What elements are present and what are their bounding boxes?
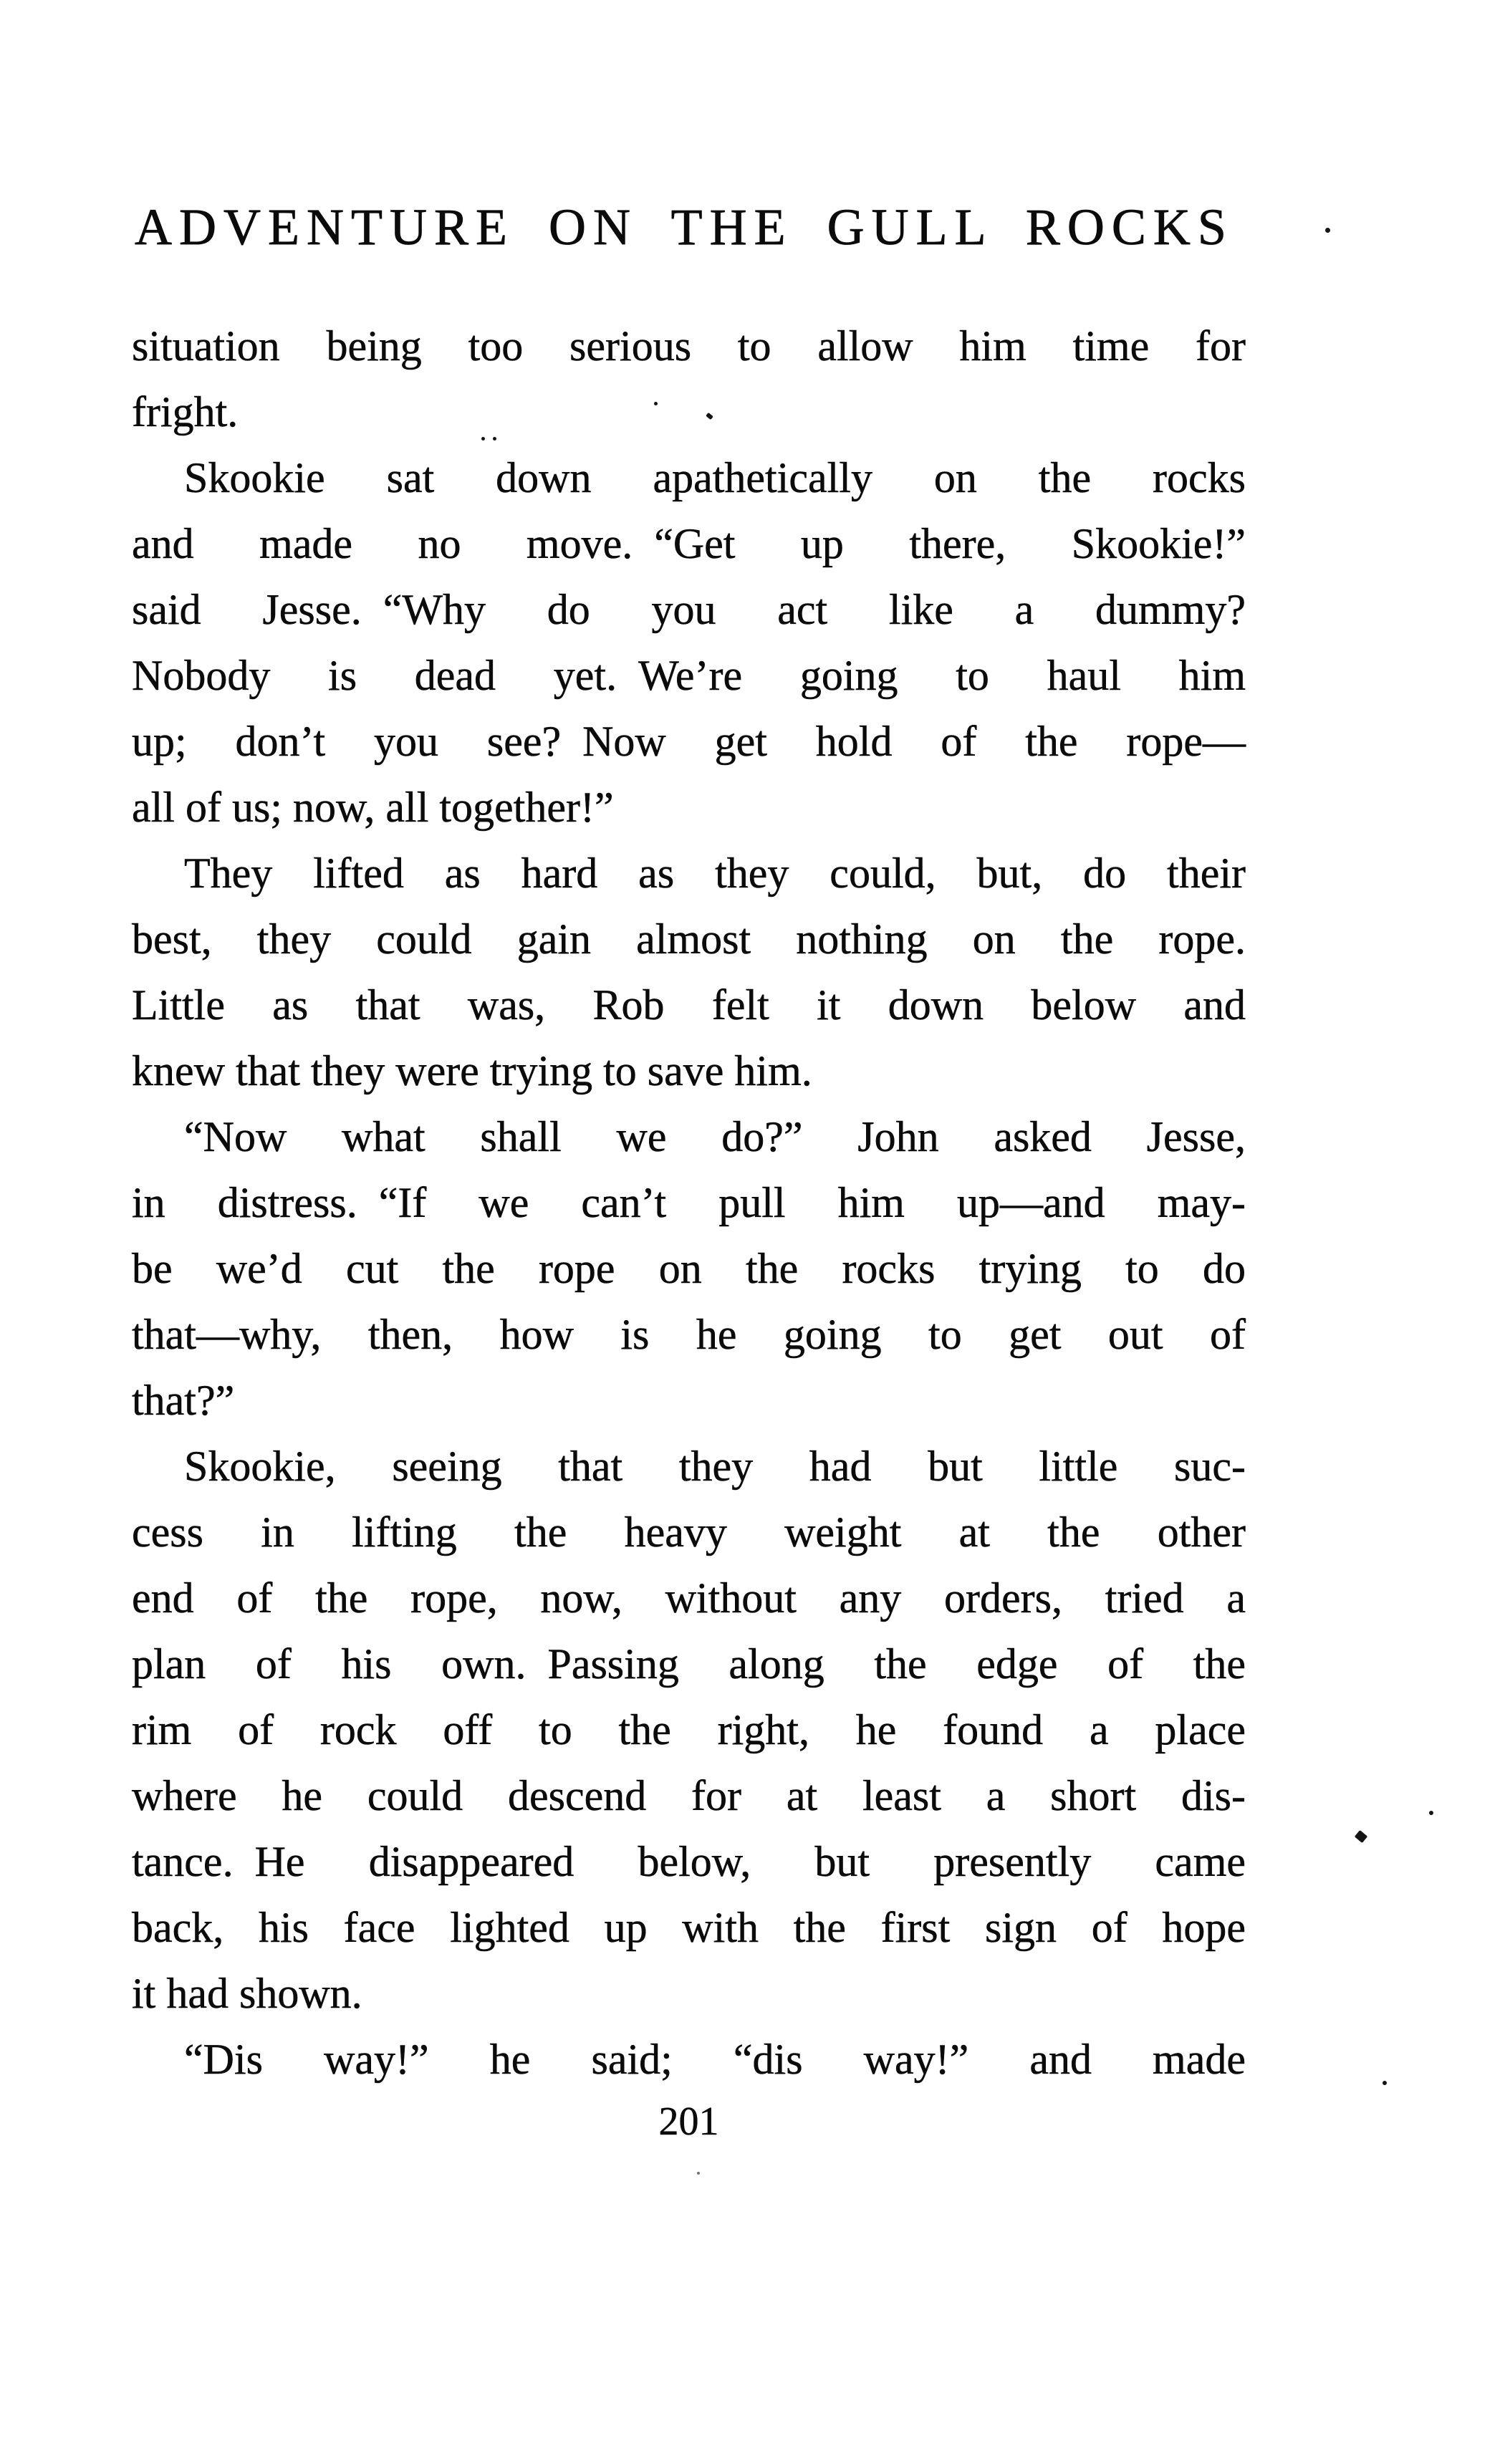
text-line: Little as that was, Rob felt it down below and [132,981,1246,1029]
text-line: tance. He disappeared below, but presently came [132,1838,1246,1885]
ink-speck [697,2172,700,2175]
chapter-running-header: ADVENTURE ON THE GULL ROCKS [135,198,1234,256]
ink-speck [654,402,658,405]
text-line: up; don’t you see? Now get hold of the rope— [132,718,1246,765]
text-line: back, his face lighted up with the first sign of hope [132,1904,1246,1951]
text-line: situation being too serious to allow him time for [132,322,1246,370]
text-line: Skookie sat down apathetically on the rocks [184,454,1246,501]
ink-speck [1325,228,1330,233]
text-line: Nobody is dead yet. We’re going to haul him [132,652,1246,699]
text-line: said Jesse. “Why do you act like a dummy? [132,586,1246,633]
text-line: all of us; now, all together!” [132,784,614,831]
text-line: “Now what shall we do?” John asked Jesse, [184,1113,1246,1160]
text-line: plan of his own. Passing along the edge of the [132,1640,1246,1688]
ink-speck [493,437,496,441]
page-body-text [132,313,1246,2092]
text-line: that—why, then, how is he going to get out of [132,1311,1246,1358]
text-line: knew that they were trying to save him. [132,1047,812,1094]
ink-speck [1383,2081,1387,2085]
text-line: best, they could gain almost nothing on the rope. [132,915,1246,963]
ink-speck [1355,1830,1367,1843]
text-line: it had shown. [132,1970,362,2017]
text-line: rim of rock off to the right, he found a place [132,1706,1246,1753]
ink-speck [1429,1811,1433,1815]
text-line: where he could descend for at least a short dis- [132,1772,1246,1819]
text-line: They lifted as hard as they could, but, do their [184,850,1246,897]
text-line: end of the rope, now, without any orders, tried a [132,1574,1246,1622]
text-line: cess in lifting the heavy weight at the other [132,1508,1246,1556]
text-line: in distress. “If we can’t pull him up—and may- [132,1179,1246,1226]
page-number: 201 [658,2099,719,2144]
text-line: that?” [132,1377,235,1424]
text-line: fright. [132,388,239,435]
text-line: “Dis way!” he said; “dis way!” and made [184,2036,1246,2083]
ink-speck [481,437,485,441]
text-line: be we’d cut the rope on the rocks trying to do [132,1245,1246,1292]
text-line: Skookie, seeing that they had but little suc- [184,1443,1246,1490]
text-line: and made no move. “Get up there, Skookie!” [132,520,1246,567]
